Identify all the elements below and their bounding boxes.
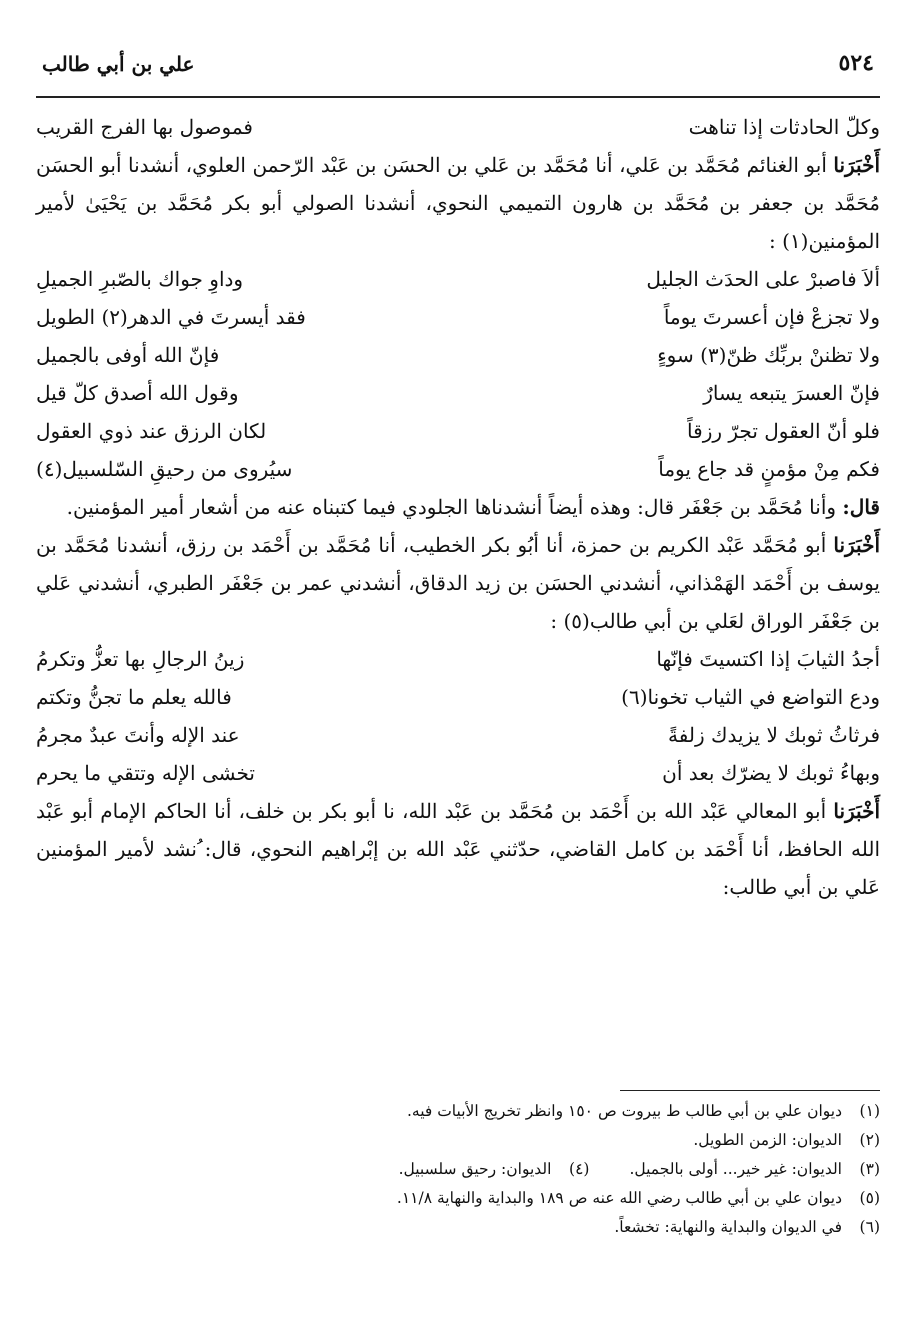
footnote-divider (620, 1090, 880, 1091)
verse-hemistich-first: أجدُ الثيابَ إذا اكتسيتَ فإنّها (656, 647, 880, 671)
paragraph-keyword: أَخْبَرَنا (833, 799, 880, 823)
verse-hemistich-first: فرثاثُ ثوبك لا يزيدك زلفةً (668, 723, 880, 747)
verse-hemistich-second: فإنّ الله أوفى بالجميل (36, 343, 220, 367)
verse-line (36, 108, 880, 146)
footnote-text: الديوان: الزمن الطويل. (693, 1131, 842, 1149)
footnote-number: (٢) (859, 1131, 880, 1149)
paragraph-2 (36, 488, 880, 526)
verse-line (36, 298, 880, 336)
footnote-3 (629, 1155, 880, 1184)
paragraph-3 (36, 526, 880, 640)
footnotes (36, 1090, 880, 1242)
footnote-number: (٣) (859, 1160, 880, 1178)
verse-line (36, 260, 880, 298)
paragraph-1 (36, 146, 880, 260)
paragraph-4 (36, 792, 880, 906)
verse-hemistich-first: فإنّ العسرَ يتبعه يسارٌ (703, 381, 880, 405)
verse-hemistich-first: ألاَ فاصبرْ على الحدَث الجليل (646, 267, 880, 291)
verse-line (36, 374, 880, 412)
verse-hemistich-second: تخشى الإله وتتقي ما يحرم (36, 761, 255, 785)
document-page (36, 40, 880, 1300)
footnote-1 (36, 1097, 880, 1126)
verse-hemistich-second: عند الإله وأنتَ عبدٌ مجرمُ (36, 723, 240, 747)
verse-hemistich-first: ولا تجزعْ فإن أعسرتَ يوماً (663, 305, 880, 329)
verse-line (36, 678, 880, 716)
verse-hemistich-first: فلو أنّ العقول تجرّ رزقاً (687, 419, 880, 443)
verse-hemistich-first: فكم مِنْ مؤمنٍ قد جاع يوماً (658, 457, 880, 481)
verse-hemistich-second: فموصول بها الفرج القريب (36, 115, 253, 139)
verse-hemistich-first: ودع التواضع في الثياب تخونا(٦) (621, 685, 880, 709)
page-number: ٥٢٤ (838, 50, 874, 76)
paragraph-keyword: أَخْبَرَنا (833, 533, 880, 557)
footnote-text: ديوان علي بن أبي طالب رضي الله عنه ص ١٨٩ والبداية والنهاية ١١/٨. (396, 1189, 842, 1207)
footnote-text: ديوان علي بن أبي طالب ط بيروت ص ١٥٠ وانظر تخريج الأبيات فيه. (406, 1102, 842, 1120)
verse-line (36, 412, 880, 450)
footnote-text: الديوان: رحيق سلسبيل. (398, 1160, 552, 1178)
verse-line (36, 450, 880, 488)
verse-hemistich-first: ولا تظننْ بربِّك ظنّ(٣) سوءٍ (657, 343, 880, 367)
footnote-6 (36, 1213, 880, 1242)
footnote-row-3-4 (36, 1155, 880, 1184)
verse-hemistich-second: سيُروى من رحيقِ السّلسبيل(٤) (36, 457, 293, 481)
verse-hemistich-second: فالله يعلم ما تجنُّ وتكتم (36, 685, 232, 709)
verse-hemistich-second: وداوِ جواك بالصّبرِ الجميلِ (36, 267, 244, 291)
verse-hemistich-first: وبهاءُ ثوبك لا يضرّك بعد أن (662, 761, 880, 785)
footnote-4 (399, 1155, 590, 1184)
verse-hemistich-second: لكان الرزق عند ذوي العقول (36, 419, 267, 443)
paragraph-text: أبو المعالي عَبْد الله بن أَحْمَد بن مُحَمَّد بن عَبْد الله، نا أبو بكر بن خلف، أنا الحاكم الإمام أبو عَبْد الله الحافظ، أنا أَحْمَد بن كامل القاضي، حدّثني عَبْد الله بن إبْراهيم النحوي، قال: ُنشد لأمير المؤمنين عَلي بن أبي طالب: (36, 799, 880, 899)
page-header (36, 40, 880, 98)
footnote-text: الديوان: غير خير... أولى بالجميل. (629, 1160, 842, 1178)
verse-hemistich-second: وقول الله أصدق كلّ قيل (36, 381, 239, 405)
paragraph-text: أبو الغنائم مُحَمَّد بن عَلي، أنا مُحَمَّد بن عَلي بن الحسَن بن عَبْد الرّحمن العلوي، أنشدنا أبو الحسَن مُحَمَّد بن جعفر بن مُحَمَّد بن هارون التميمي النحوي، أنشدنا الصولي أبو بكر مُحَمَّد بن يَحْيَىٰ لأمير المؤمنين(١) : (36, 153, 880, 253)
verse-line (36, 754, 880, 792)
paragraph-text: وأنا مُحَمَّد بن جَعْفَر قال: وهذه أيضاً أنشدناها الجلودي فيما كتبناه عنه من أشعار أمير المؤمنين. (66, 495, 837, 519)
footnote-number: (٦) (859, 1218, 880, 1236)
footnote-text: في الديوان والبداية والنهاية: تخشعاً. (614, 1218, 842, 1236)
verse-hemistich-second: فقد أيسرتَ في الدهر(٢) الطويل (36, 305, 306, 329)
main-text (36, 98, 880, 906)
footnote-number: (١) (859, 1102, 880, 1120)
running-head: علي بن أبي طالب (42, 52, 195, 76)
footnote-number: (٥) (859, 1189, 880, 1207)
footnote-5 (36, 1184, 880, 1213)
paragraph-keyword: قال: (842, 495, 880, 519)
footnote-2 (36, 1126, 880, 1155)
verse-hemistich-second: زينُ الرجالِ بها تعزُّ وتكرمُ (36, 647, 245, 671)
paragraph-keyword: أَخْبَرَنا (833, 153, 880, 177)
paragraph-text: أبو مُحَمَّد عَبْد الكريم بن حمزة، أنا أبُو بكر الخطيب، أنا مُحَمَّد بن أَحْمَد بن رزق، أنشدنا مُحَمَّد بن يوسف بن أَحْمَد الهَمْذاني، أنشدني الحسَن بن زيد الدقاق، أنشدني عمر بن جَعْفَر الطبري، أنشدني عَلي بن جَعْفَر الوراق لعَلي بن أبي طالب(٥) : (36, 533, 880, 633)
footnote-number: (٤) (569, 1160, 590, 1178)
verse-line (36, 716, 880, 754)
verse-hemistich-first: وكلّ الحادثات إذا تناهت (688, 115, 880, 139)
verse-line (36, 640, 880, 678)
verse-line (36, 336, 880, 374)
